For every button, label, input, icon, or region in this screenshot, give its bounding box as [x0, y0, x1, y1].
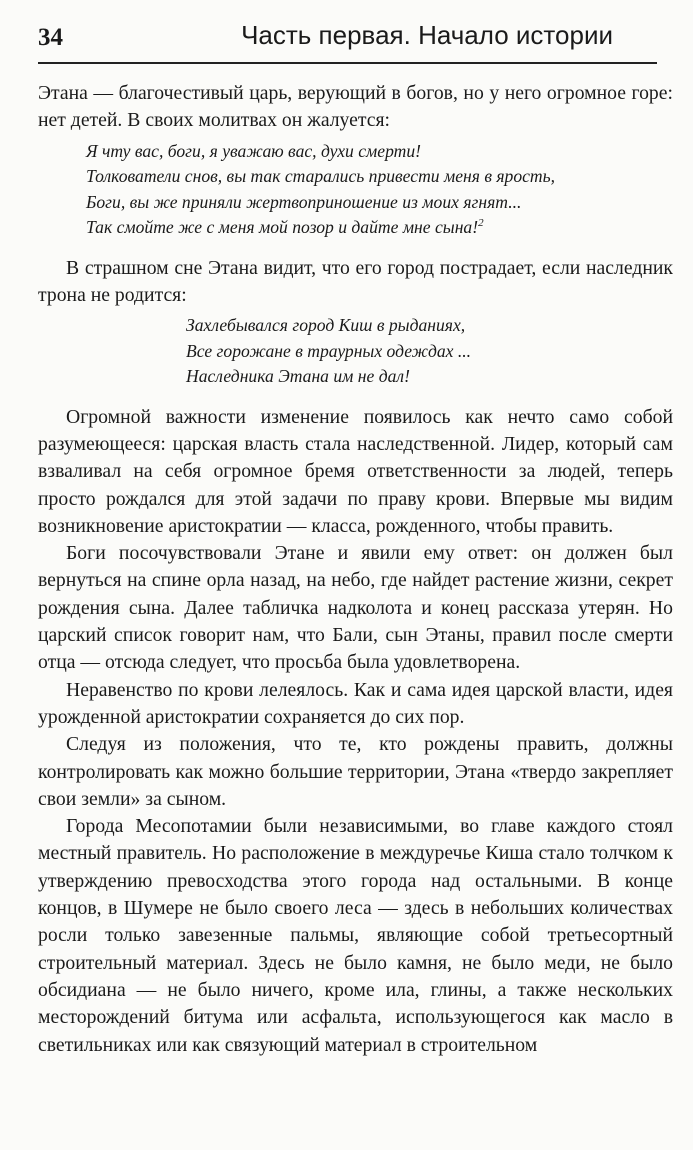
paragraph: Города Месопотамии были независимыми, во главе каждого стоял местный правитель. Но расположение в междуречье Киша стало толчком к утверждению превосходства этого города над остальными. В конце концов, в Шумере не было своего леса — здесь в небольших количествах росли только завезенные пальмы, являющие собой третьесортный строительный материал. Здесь не было камня, не было меди, не было обсидиана — не было ничего, кроме ила, глины, а также нескольких месторождений битума или асфальта, использующегося как масло в светильниках или как связующий материал в строительном — [38, 815, 673, 1056]
page-number: 34 — [38, 24, 63, 51]
paragraph: Этана — благочестивый царь, верующий в богов, но у него огромное горе: нет детей. В своих молитвах он жалуется: — [38, 82, 673, 132]
prayer-verse — [38, 139, 673, 241]
verse-line-text: Так смойте же с меня мой позор и дайте мне сына! — [86, 217, 479, 238]
paragraph: Следуя из положения, что те, кто рождены править, должны контролировать как можно большие территории, Этана «твердо закрепляет свои земли» за сыном. — [38, 733, 673, 810]
verse-line: Толкователи снов, вы так старались привести меня в ярость, — [86, 166, 556, 187]
paragraph: Огромной важности изменение появилось как нечто само собой разумеющееся: царская власть стала наследственной. Лидер, который сам взваливал на себя огромное бремя ответственности за людей, теперь просто рождался для этой задачи по праву крови. Впервые мы видим возникновение аристократии — класса, рожденного, чтобы править. — [38, 405, 673, 537]
verse-line: Все горожане в траурных одеждах ... — [186, 340, 472, 361]
lament-verse — [38, 313, 673, 390]
verse-line: Захлебывался город Киш в рыданиях, — [186, 315, 466, 336]
running-header — [38, 18, 657, 64]
verse-line: Боги, вы же приняли жертвоприношение из моих ягнят... — [86, 191, 522, 212]
paragraph: Боги посочувствовали Этане и явили ему ответ: он должен был вернуться на спине орла назад, на небо, где найдет растение жизни, секрет рождения сына. Далее табличка надколота и конец рассказа утерян. Но царский список говорит нам, что Бали, сын Этаны, правил после смерти отца — отсюда следует, что просьба была удовлетворена. — [38, 542, 673, 674]
paragraph: В страшном сне Этана видит, что его город пострадает, если наследник трона не родится: — [38, 256, 673, 306]
verse-line — [86, 215, 673, 241]
page-body — [38, 80, 673, 1059]
paragraph: Неравенство по крови лелеялось. Как и сама идея царской власти, идея урожденной аристократии сохраняется до сих пор. — [38, 678, 673, 728]
verse-line: Я чту вас, боги, я уважаю вас, духи смерти! — [86, 140, 421, 161]
running-title: Часть первая. Начало истории — [241, 20, 613, 50]
footnote-marker: 2 — [478, 217, 484, 230]
verse-line: Наследника Этана им не дал! — [186, 366, 410, 387]
